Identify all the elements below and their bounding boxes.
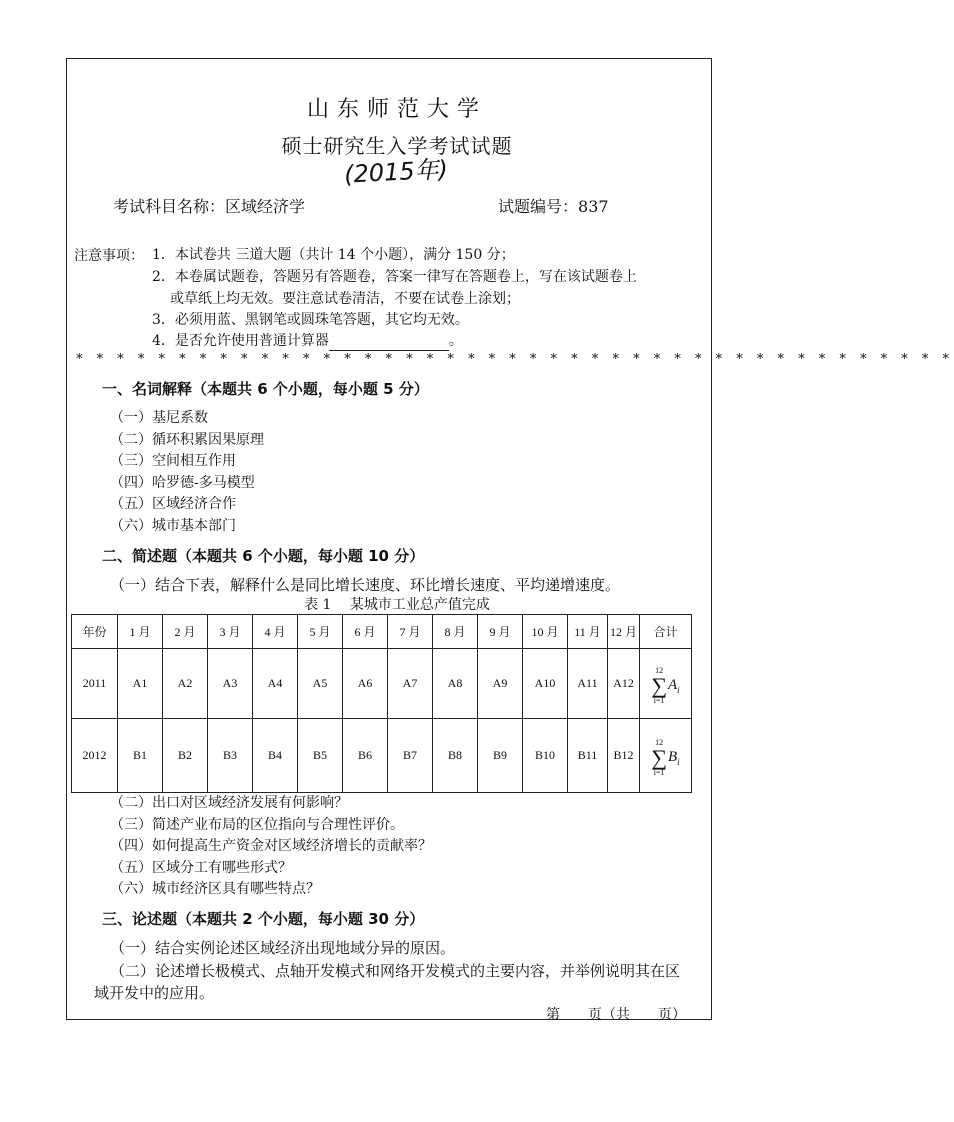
table-header-cell: 2 月 [163, 615, 208, 649]
output-table [71, 614, 692, 793]
table-header-cell: 7 月 [388, 615, 433, 649]
sigma-symbol: ∑ [651, 745, 667, 770]
table-header-cell: 11 月 [568, 615, 608, 649]
table-cell: B5 [298, 719, 343, 793]
table-header-cell: 年份 [72, 615, 118, 649]
section-1-item: （六）城市基本部门 [110, 518, 236, 534]
section-3-item: （二）论述增长极模式、点轴开发模式和网络开发模式的主要内容，并举例说明其在区 [110, 962, 681, 980]
table-header-cell: 8 月 [433, 615, 478, 649]
table-sum-cell [640, 649, 692, 719]
handwritten-year: (2015年) [343, 155, 449, 189]
note-item: 1．本试卷共 三道大题（共计 14 个小题），满分 150 分； [152, 247, 515, 263]
table-cell: A12 [608, 649, 640, 719]
sum-variable [668, 749, 680, 767]
section-1-title: 一、名词解释（本题共 6 个小题，每小题 5 分） [102, 380, 429, 398]
table-cell: B7 [388, 719, 433, 793]
table-cell: A3 [208, 649, 253, 719]
table-cell: B1 [118, 719, 163, 793]
table-cell: A6 [343, 649, 388, 719]
table-header-cell: 5 月 [298, 615, 343, 649]
table-cell: A10 [523, 649, 568, 719]
table-cell: B3 [208, 719, 253, 793]
notes-label: 注意事项： [74, 248, 144, 264]
table-cell: B9 [478, 719, 523, 793]
table-year-cell: 2012 [72, 719, 118, 793]
university-name: 山东师范大学 [306, 97, 487, 122]
sum-upper-limit: 12 [655, 738, 664, 747]
table-cell: A5 [298, 649, 343, 719]
section-2-title: 二、简述题（本题共 6 个小题，每小题 10 分） [102, 547, 425, 565]
section-2-item: （六）城市经济区具有哪些特点？ [110, 881, 320, 897]
table-cell: A11 [568, 649, 608, 719]
table-header-cell: 合计 [640, 615, 692, 649]
note-item: 或草纸上均无效。要注意试卷清洁，不要在试卷上涂划； [170, 291, 520, 307]
note-item-4 [152, 331, 463, 351]
section-1-item: （四）哈罗德-多马模型 [110, 475, 255, 491]
section-3-item: （一）结合实例论述区域经济出现地域分异的原因。 [110, 939, 456, 957]
table-header-cell: 3 月 [208, 615, 253, 649]
code-line [498, 194, 609, 217]
note-item-text: 4．是否允许使用普通计算器 [152, 333, 329, 349]
table-caption: 表 1 某城市工业总产值完成 [304, 597, 490, 613]
section-2-item: （五）区域分工有哪些形式？ [110, 860, 292, 876]
subject-name: 区域经济学 [225, 197, 306, 216]
sum-lower-limit: i=1 [653, 768, 665, 777]
sigma-icon [651, 739, 667, 777]
subject-label: 考试科目名称： [113, 197, 226, 216]
page-number: 第 页（共 页） [546, 1007, 686, 1023]
subject-line [113, 194, 305, 217]
table-row-2012 [72, 719, 692, 793]
section-2-item: （三）简述产业布局的区位指向与合理性评价。 [110, 817, 404, 833]
table-header-cell: 1 月 [118, 615, 163, 649]
table-header-cell: 9 月 [478, 615, 523, 649]
table-cell: B8 [433, 719, 478, 793]
table-cell: A9 [478, 649, 523, 719]
separator-stars: * * * * * * * * * * * * * * * * * * * * * * * * * * * * * * * * * * * * * * * * * * * [76, 352, 954, 367]
sum-variable-letter: B [668, 749, 678, 765]
table-year-cell: 2011 [72, 649, 118, 719]
answer-blank [329, 336, 449, 351]
table-header-row [72, 615, 692, 649]
section-3-item: 域开发中的应用。 [94, 984, 215, 1002]
sum-lower-limit: i=1 [653, 696, 665, 705]
exam-title: 硕士研究生入学考试试题 [281, 134, 513, 158]
sum-formula [651, 667, 679, 705]
table-cell: B2 [163, 719, 208, 793]
table-cell: A2 [163, 649, 208, 719]
table-cell: B12 [608, 719, 640, 793]
table-header-cell: 12 月 [608, 615, 640, 649]
section-2-item: （四）如何提高生产资金对区域经济增长的贡献率？ [110, 838, 432, 854]
note-item-end: 。 [448, 333, 463, 349]
sigma-symbol: ∑ [651, 673, 667, 698]
section-1-item: （三）空间相互作用 [110, 453, 236, 469]
sum-variable [668, 677, 680, 695]
table-sum-cell [640, 719, 692, 793]
table-cell: A1 [118, 649, 163, 719]
section-2-question-1: （一）结合下表，解释什么是同比增长速度、环比增长速度、平均递增速度。 [110, 576, 621, 594]
table-cell: B11 [568, 719, 608, 793]
code-value: 837 [578, 197, 609, 216]
table-header-cell: 4 月 [253, 615, 298, 649]
sigma-icon [651, 667, 667, 705]
table-cell: B10 [523, 719, 568, 793]
table-header-cell: 10 月 [523, 615, 568, 649]
table-cell: B6 [343, 719, 388, 793]
section-3-title: 三、论述题（本题共 2 个小题，每小题 30 分） [102, 910, 425, 928]
sum-variable-subscript: i [677, 757, 680, 767]
sum-formula [651, 739, 679, 777]
sum-variable-subscript: i [677, 685, 680, 695]
note-item: 2．本卷属试题卷，答题另有答题卷，答案一律写在答题卷上，写在该试题卷上 [152, 269, 637, 285]
sum-upper-limit: 12 [655, 666, 664, 675]
code-label: 试题编号： [498, 197, 579, 216]
note-item: 3．必须用蓝、黑钢笔或圆珠笔答题，其它均无效。 [152, 312, 469, 328]
table-cell: A8 [433, 649, 478, 719]
table-cell: A4 [253, 649, 298, 719]
section-1-item: （一）基尼系数 [110, 410, 208, 426]
sum-variable-letter: A [668, 677, 678, 693]
section-1-item: （五）区域经济合作 [110, 496, 236, 512]
section-1-item: （二）循环积累因果原理 [110, 432, 264, 448]
table-cell: B4 [253, 719, 298, 793]
table-header-cell: 6 月 [343, 615, 388, 649]
table-cell: A7 [388, 649, 433, 719]
section-2-item: （二）出口对区域经济发展有何影响？ [110, 795, 348, 811]
table-row-2011 [72, 649, 692, 719]
